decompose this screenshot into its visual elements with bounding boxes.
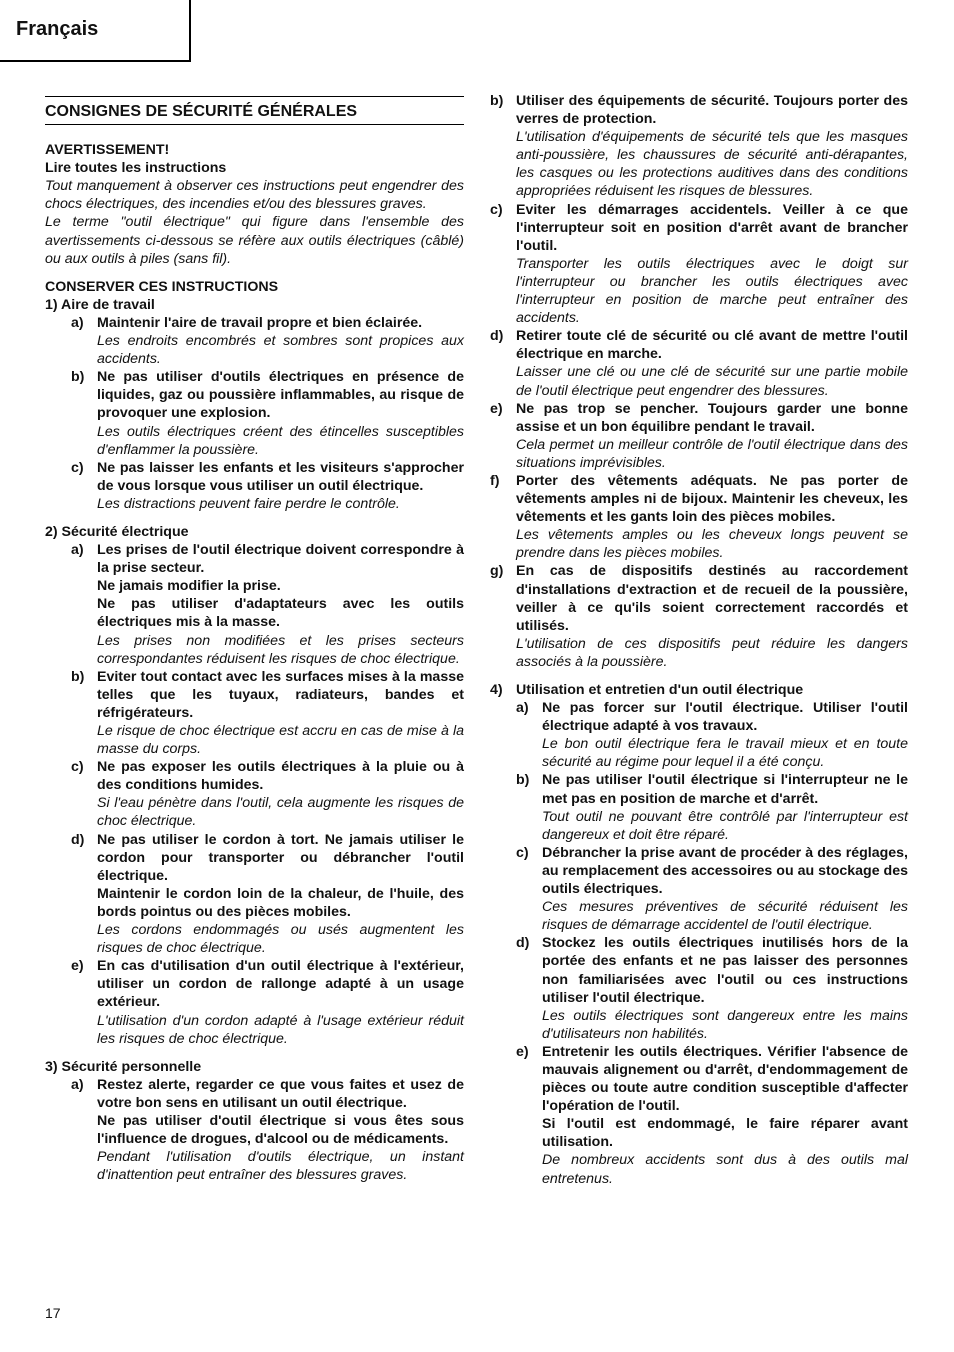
read-all-label: Lire toutes les instructions: [45, 160, 227, 177]
item-4d: d) Stockez les outils électriques inutilisés hors de la portée des enfants et ne pas laisser des personnes non familiarisées avec l'outil ou ces instructions utiliser l'outil électrique. Les outils électriques sont dangereux entre les mains d'utilisateurs non habilités.: [516, 935, 908, 1042]
item-3c: c) Eviter les démarrages accidentels. Veiller à ce que l'interrupteur soit en position d'arrêt avant de brancher l'outil. Transporter les outils électriques avec le doigt sur l'interrupteur ou brancher les outils électriques avec l'interrupteur en position de marche peut entraîner des accidents.: [490, 201, 908, 327]
section-1-title: 1) Aire de travail: [45, 296, 155, 313]
warning-label: AVERTISSEMENT!: [45, 142, 170, 159]
item-3a: a) Restez alerte, regarder ce que vous faites et usez de votre bon sens en utilisant un outil électrique. Ne pas utiliser d'outil électrique si vous êtes sous l'influence de drogues, d'alcool ou de médicaments. Pendant l'utilisation d'outils électrique, un instant d'inattention peut entraîner des blessures graves.: [71, 1076, 464, 1184]
item-2d: d) Ne pas utiliser le cordon à tort. Ne jamais utiliser le cordon pour transporter ou débrancher l'outil électrique. Maintenir le cordon loin de la chaleur, de l'huile, des bords pointus ou des pièces mobiles. Les cordons endommagés ou usés augmentent les risques de choc électrique.: [71, 831, 464, 957]
item-2e: e) En cas d'utilisation d'un outil électrique à l'extérieur, utiliser un cordon de rallonge adapté à un usage extérieur. L'utilisation d'un cordon adapté à l'usage extérieur réduit les risques de choc électrique.: [71, 958, 464, 1047]
section-2-title: 2) Sécurité électrique: [45, 523, 189, 540]
item-2c: c) Ne pas exposer les outils électriques à la pluie ou à des conditions humides. Si l'eau pénètre dans l'outil, cela augmente les risques de choc électrique.: [71, 759, 464, 830]
keep-instructions: CONSERVER CES INSTRUCTIONS: [45, 278, 279, 295]
item-3g: g) En cas de dispositifs destinés au raccordement d'installations d'extraction et de recueil de la poussière, veiller à ce qu'ils soient correctement raccordés et utilisés. L'utilisation de ces dispositifs peut réduire les dangers associés à la poussière.: [490, 563, 908, 670]
item-4e: e) Entretenir les outils électriques. Vérifier l'absence de mauvais alignement ou d'arrêt, d'endommagement de pièces ou toute autre condition susceptible d'affecter l'opération de l'outil. Si l'outil est endommagé, le faire réparer avant utilisation. De nombreux accidents sont dus à des outils mal entretenus.: [516, 1043, 908, 1187]
intro-paragraph-1: Tout manquement à observer ces instructions peut engendrer des chocs électriques, des incendies et/ou des blessures graves.: [45, 178, 464, 213]
language-label: Français: [16, 18, 99, 40]
language-tab: [0, 0, 191, 62]
item-2b: b) Eviter tout contact avec les surfaces mises à la masse telles que les tuyaux, radiateurs, bandes et réfrigérateurs. Le risque de choc électrique est accru en cas de mise à la masse du corps.: [71, 668, 464, 758]
page-number: 17: [45, 1305, 61, 1321]
item-3d: d) Retirer toute clé de sécurité ou clé avant de mettre l'outil électrique en marche. Laisser une clé ou une clé de sécurité sur une partie mobile de l'outil électrique peut engendrer des blessures.: [490, 328, 908, 399]
item-3f: f) Porter des vêtements adéquats. Ne pas porter de vêtements amples ni de bijoux. Maintenir les cheveux, les vêtements et les gants loin des pièces mobiles. Les vêtements amples ou les cheveux longs peuvent se prendre dans les pièces mobiles.: [490, 472, 908, 562]
item-4a: a) Ne pas forcer sur l'outil électrique. Utiliser l'outil électrique adapté à vos travaux. Le bon outil électrique fera le travail mieux et en toute sécurité au régime pour lequel il a été conçu.: [516, 700, 908, 771]
left-column: [45, 92, 464, 1184]
item-4c: c) Débrancher la prise avant de procéder à des réglages, au remplacement des accessoires ou au stockage des outils électriques. Ces mesures préventives de sécurité réduisent les risques de démarrage accidentel de l'outil électrique.: [516, 844, 908, 934]
section-4-title: 4) Utilisation et entretien d'un outil électrique: [490, 682, 804, 698]
right-column: [490, 92, 908, 1188]
intro-paragraph-2: Le terme "outil électrique" qui figure dans l'ensemble des avertissements ci-dessous se réfère aux outils électriques (câblé) ou aux outils à piles (sans fil).: [45, 214, 464, 267]
item-1a: a) Maintenir l'aire de travail propre et bien éclairée. Les endroits encombrés et sombres sont propices aux accidents.: [71, 314, 464, 368]
item-2a: a) Les prises de l'outil électrique doivent correspondre à la prise secteur. Ne jamais modifier la prise. Ne pas utiliser d'adaptateurs avec les outils électriques mis à la masse. Les prises non modifiées et les prises secteurs correspondantes réduisent les risques de choc électrique.: [71, 542, 464, 667]
item-1c: c) Ne pas laisser les enfants et les visiteurs s'approcher de vous lorsque vous utiliser un outil électrique. Les distractions peuvent faire perdre le contrôle.: [71, 459, 464, 512]
section-heading: CONSIGNES DE SÉCURITÉ GÉNÉRALES: [45, 96, 464, 125]
item-3b: b) Utiliser des équipements de sécurité. Toujours porter des verres de protection. L'utilisation d'équipements de sécurité tels que les masques anti-poussière, les chaussures de sécurité anti-dérapantes, les casques ou les protections auditives dans des conditions appropriées réduisent les risques de blessures.: [490, 93, 908, 200]
item-3e: e) Ne pas trop se pencher. Toujours garder une bonne assise et un bon équilibre pendant le travail. Cela permet un meilleur contrôle de l'outil électrique dans des situations imprévisibles.: [490, 400, 908, 471]
section-3-title: 3) Sécurité personnelle: [45, 1058, 202, 1075]
item-1b: b) Ne pas utiliser d'outils électriques en présence de liquides, gaz ou poussière inflammables, au risque de provoquer une explosion. Les outils électriques créent des étincelles susceptibles d'enflammer la poussière.: [71, 369, 464, 458]
item-4b: b) Ne pas utiliser l'outil électrique si l'interrupteur ne le met pas en position de marche et d'arrêt. Tout outil ne pouvant être contrôlé par l'interrupteur est dangereux et doit être réparé.: [516, 772, 908, 843]
